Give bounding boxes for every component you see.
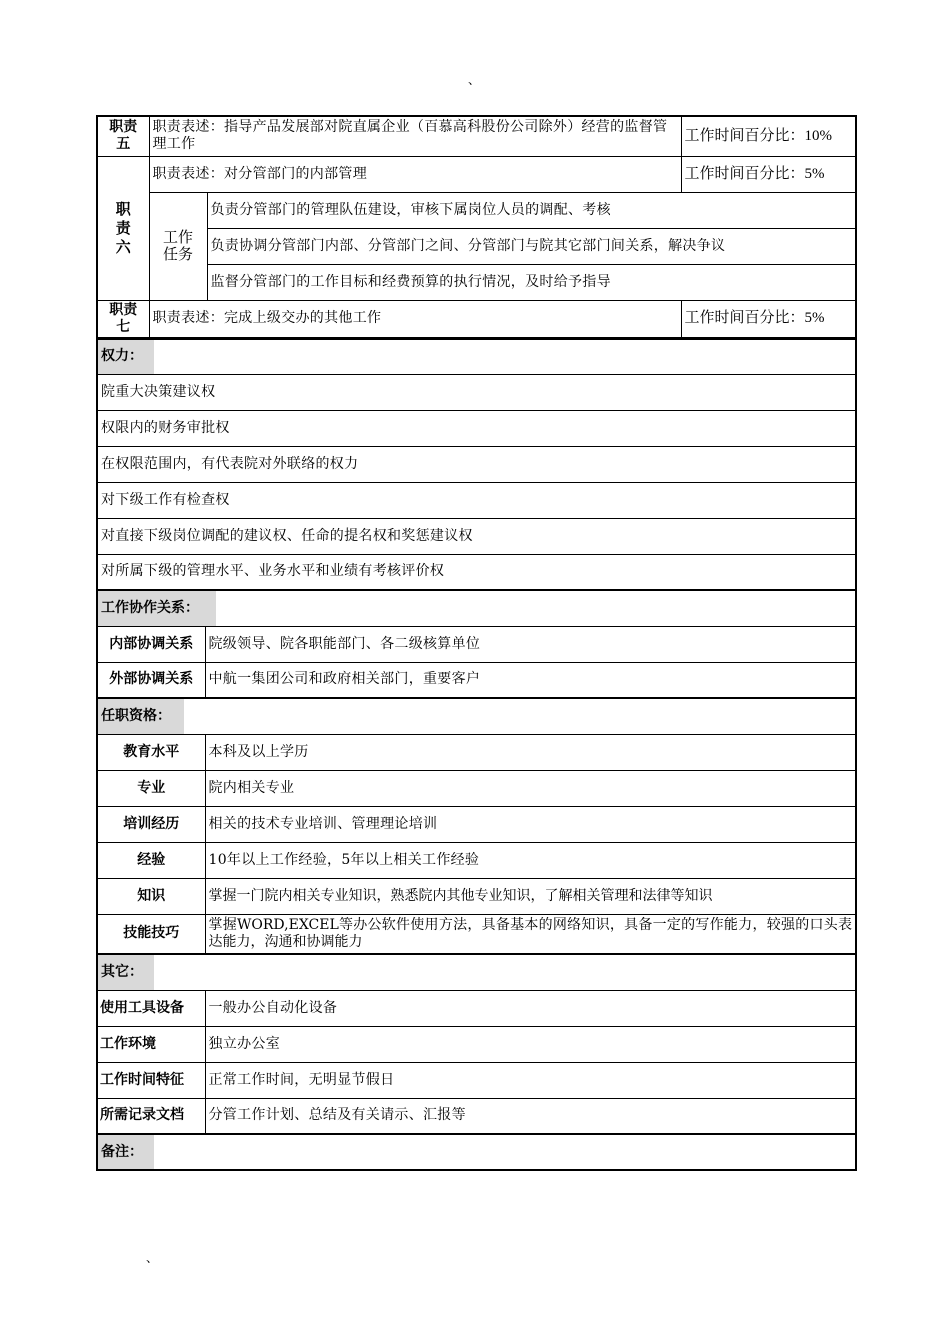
duties-table xyxy=(96,115,857,339)
other-row xyxy=(97,1062,856,1098)
other-value-tools: 一般办公自动化设备 xyxy=(205,990,856,1026)
duty-5-row xyxy=(97,116,856,156)
other-value-environment: 独立办公室 xyxy=(205,1026,856,1062)
authority-item-4: 对下级工作有检查权 xyxy=(97,482,856,518)
other-label-documents: 所需记录文档 xyxy=(97,1098,205,1134)
other-row xyxy=(97,1026,856,1062)
authority-title: 权力： xyxy=(97,339,856,374)
internal-relations-value: 院级领导、院各职能部门、各二级核算单位 xyxy=(205,626,856,662)
qualification-label-education: 教育水平 xyxy=(97,734,205,770)
qualification-row xyxy=(97,914,856,954)
qualification-label-major: 专业 xyxy=(97,770,205,806)
duty-5-time-pct: 工作时间百分比：10% xyxy=(681,116,856,156)
other-row xyxy=(97,1098,856,1134)
duty-6-task-row xyxy=(97,264,856,300)
other-title: 其它： xyxy=(97,954,856,990)
qualification-label-knowledge: 知识 xyxy=(97,878,205,914)
authority-item-6: 对所属下级的管理水平、业务水平和业绩有考核评价权 xyxy=(97,554,856,590)
qualification-row xyxy=(97,806,856,842)
authority-item-5: 对直接下级岗位调配的建议权、任命的提名权和奖惩建议权 xyxy=(97,518,856,554)
external-relations-label: 外部协调关系 xyxy=(97,662,205,698)
internal-relations-label: 内部协调关系 xyxy=(97,626,205,662)
remarks-row xyxy=(97,1134,856,1170)
authority-item-3: 在权限范围内，有代表院对外联络的权力 xyxy=(97,446,856,482)
qualification-row xyxy=(97,770,856,806)
other-header-row xyxy=(97,954,856,990)
duty-5-label: 职责五 xyxy=(97,116,149,156)
qualification-value-education: 本科及以上学历 xyxy=(205,734,856,770)
duty-6-description: 职责表述：对分管部门的内部管理 xyxy=(149,156,681,192)
duty-6-task-row xyxy=(97,192,856,228)
duty-7-time-pct: 工作时间百分比：5% xyxy=(681,300,856,338)
relations-header-row xyxy=(97,590,856,626)
remarks-title: 备注： xyxy=(97,1134,856,1170)
duty-6-task-2: 负责协调分管部门内部、分管部门之间、分管部门与院其它部门间关系，解决争议 xyxy=(207,228,856,264)
duty-6-task-row xyxy=(97,228,856,264)
authority-header-row xyxy=(97,339,856,374)
authority-item xyxy=(97,482,856,518)
duty-6-task-3: 监督分管部门的工作目标和经费预算的执行情况，及时给予指导 xyxy=(207,264,856,300)
qualification-row xyxy=(97,842,856,878)
relations-external-row xyxy=(97,662,856,698)
other-value-work-time: 正常工作时间，无明显节假日 xyxy=(205,1062,856,1098)
qualification-row xyxy=(97,734,856,770)
other-label-tools: 使用工具设备 xyxy=(97,990,205,1026)
qualification-row xyxy=(97,878,856,914)
authority-item xyxy=(97,374,856,410)
qualification-value-major: 院内相关专业 xyxy=(205,770,856,806)
duty-7-label: 职责七 xyxy=(97,300,149,338)
qualifications-header-row xyxy=(97,698,856,734)
qualification-value-training: 相关的技术专业培训、管理理论培训 xyxy=(205,806,856,842)
duty-6-row xyxy=(97,156,856,192)
bottom-mark: 、 xyxy=(146,1251,159,1265)
duty-6-time-pct: 工作时间百分比：5% xyxy=(681,156,856,192)
duty-6-label: 职责六 xyxy=(97,156,149,300)
authority-item-2: 权限内的财务审批权 xyxy=(97,410,856,446)
qualification-label-experience: 经验 xyxy=(97,842,205,878)
authority-item xyxy=(97,410,856,446)
qualification-value-knowledge: 掌握一门院内相关专业知识，熟悉院内其他专业知识，了解相关管理和法律等知识 xyxy=(205,878,856,914)
other-row xyxy=(97,990,856,1026)
authority-item xyxy=(97,446,856,482)
duty-7-description: 职责表述：完成上级交办的其他工作 xyxy=(149,300,681,338)
authority-item-1: 院重大决策建议权 xyxy=(97,374,856,410)
top-mark: 、 xyxy=(468,73,481,87)
other-label-work-time: 工作时间特征 xyxy=(97,1062,205,1098)
qualifications-title: 任职资格： xyxy=(97,698,856,734)
other-label-environment: 工作环境 xyxy=(97,1026,205,1062)
duty-7-row xyxy=(97,300,856,338)
other-value-documents: 分管工作计划、总结及有关请示、汇报等 xyxy=(205,1098,856,1134)
duty-5-description: 职责表述：指导产品发展部对院直属企业（百慕高科股份公司除外）经营的监督管理工作 xyxy=(149,116,681,156)
qualification-label-skills: 技能技巧 xyxy=(97,914,205,954)
main-table xyxy=(96,338,857,1171)
qualification-label-training: 培训经历 xyxy=(97,806,205,842)
qualification-value-experience: 10年以上工作经验，5年以上相关工作经验 xyxy=(205,842,856,878)
qualification-value-skills: 掌握WORD,EXCEL等办公软件使用方法，具备基本的网络知识，具备一定的写作能力，较强的口头表达能力，沟通和协调能力 xyxy=(205,914,856,954)
external-relations-value: 中航一集团公司和政府相关部门，重要客户 xyxy=(205,662,856,698)
relations-title: 工作协作关系： xyxy=(97,590,856,626)
duty-6-tasks-label: 工作任务 xyxy=(149,192,207,300)
authority-item xyxy=(97,554,856,590)
relations-internal-row xyxy=(97,626,856,662)
authority-item xyxy=(97,518,856,554)
duty-6-task-1: 负责分管部门的管理队伍建设，审核下属岗位人员的调配、考核 xyxy=(207,192,856,228)
